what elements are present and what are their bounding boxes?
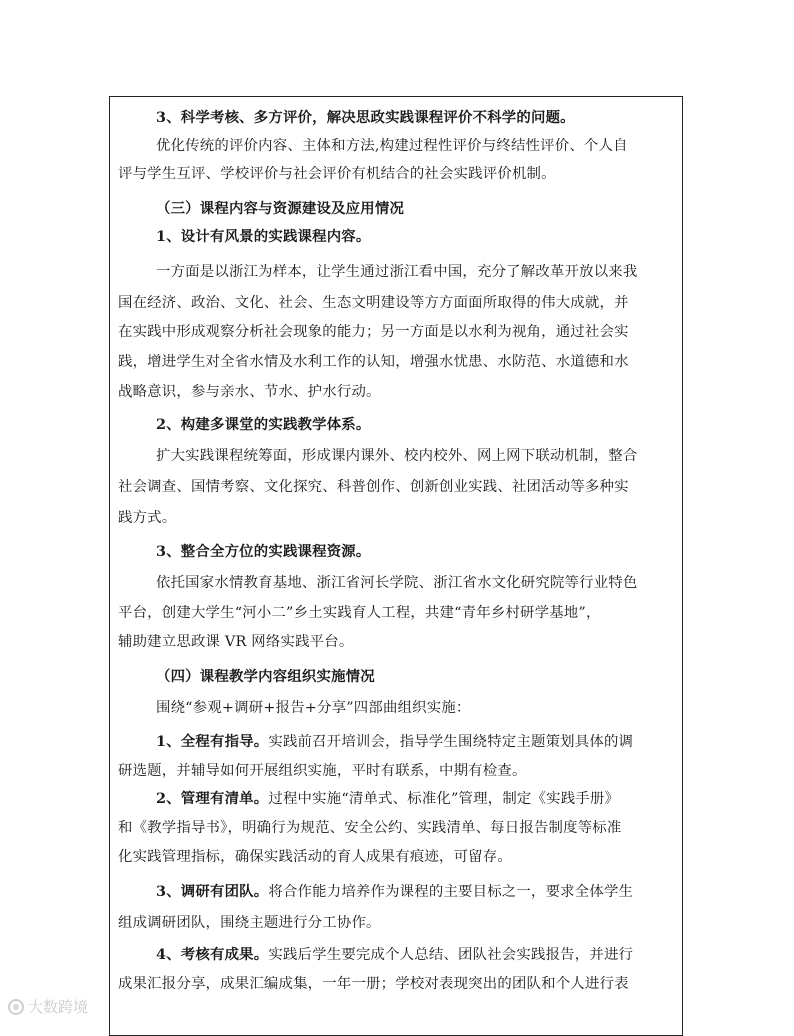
line-text: 优化传统的评价内容、主体和方法,构建过程性评价与终结性评价、个人自 <box>156 138 628 154</box>
item-lead: 1、全程有指导。 <box>156 733 269 750</box>
item-lead: 2、管理有清单。 <box>156 790 269 807</box>
watermark <box>8 996 88 1017</box>
paragraph-line <box>110 447 682 465</box>
paragraph-line <box>110 574 682 592</box>
line-text: 围绕“参观+调研+报告+分享”四部曲组织实施： <box>156 700 471 716</box>
paragraph-line <box>110 383 682 401</box>
line-text: 3、整合全方位的实践课程资源。 <box>156 543 371 560</box>
paragraph-line <box>110 699 682 717</box>
line-text: 和《教学指导书》，明确行为规范、安全公约、实践清单、每日报告制度等标准 <box>118 820 622 836</box>
line-text: 依托国家水情教育基地、浙江省河长学院、浙江省水文化研究院等行业特色 <box>156 575 638 591</box>
line-text: 过程中实施“清单式、标准化”管理，制定《实践手册》 <box>268 791 620 807</box>
paragraph-line <box>110 604 682 622</box>
line-text: 化实践管理指标，确保实践活动的育人成果有痕迹，可留存。 <box>118 849 512 865</box>
line-text: 实践前召开培训会，指导学生围绕特定主题策划具体的调 <box>268 734 634 750</box>
section-heading <box>110 109 682 127</box>
line-text: 1、设计有风景的实践课程内容。 <box>156 228 371 245</box>
line-text: 在实践中形成观察分析社会现象的能力；另一方面是以水利为视角，通过社会实 <box>118 324 629 340</box>
paragraph-line <box>110 883 682 901</box>
paragraph-line <box>110 165 682 183</box>
item-lead: 3、调研有团队。 <box>156 883 269 900</box>
line-text: 实践后学生要完成个人总结、团队社会实践报告，并进行 <box>268 947 634 963</box>
paragraph-line <box>110 848 682 866</box>
paragraph-line <box>110 137 682 155</box>
paragraph-line <box>110 946 682 964</box>
paragraph-line <box>110 733 682 751</box>
paragraph-line <box>110 478 682 496</box>
paragraph-line <box>110 263 682 281</box>
paragraph-line <box>110 914 682 932</box>
document-frame <box>109 96 683 1036</box>
line-text: 一方面是以浙江为样本，让学生通过浙江看中国，充分了解改革开放以来我 <box>156 264 638 280</box>
line-text: 扩大实践课程统筹面，形成课内课外、校内校外、网上网下联动机制，整合 <box>156 448 638 464</box>
line-text: 社会调查、国情考察、文化探究、科普创作、创新创业实践、社团活动等多种实 <box>118 479 629 495</box>
line-text: 将合作能力培养作为课程的主要目标之一，要求全体学生 <box>268 884 634 900</box>
line-text: 组成调研团队，围绕主题进行分工协作。 <box>118 915 381 931</box>
line-text: 战略意识，参与亲水、节水、护水行动。 <box>118 384 381 400</box>
paragraph-line <box>110 353 682 371</box>
line-text: 研选题，并辅导如何开展组织实施，平时有联系，中期有检查。 <box>118 763 527 779</box>
line-text: （三）课程内容与资源建设及应用情况 <box>156 200 405 217</box>
section-heading <box>110 228 682 246</box>
line-text: 3、科学考核、多方评价，解决思政实践课程评价不科学的问题。 <box>156 109 575 126</box>
section-heading <box>110 668 682 686</box>
paragraph-line <box>110 790 682 808</box>
line-text: 践方式。 <box>118 510 177 526</box>
line-text: 辅助建立思政课 VR 网络实践平台。 <box>118 634 354 650</box>
section-heading <box>110 200 682 218</box>
paragraph-line <box>110 323 682 341</box>
line-text: 平台，创建大学生“河小二”乡土实践育人工程，共建“青年乡村研学基地”， <box>118 605 601 621</box>
paragraph-line <box>110 762 682 780</box>
line-text: 评与学生互评、学校评价与社会评价有机结合的社会实践评价机制。 <box>118 166 556 182</box>
line-text: （四）课程教学内容组织实施情况 <box>156 668 375 685</box>
line-text: 成果汇报分享，成果汇编成集，一年一册；学校对表现突出的团队和个人进行表 <box>118 976 629 992</box>
paragraph-line <box>110 509 682 527</box>
paragraph-line <box>110 633 682 651</box>
line-text: 践，增进学生对全省水情及水利工作的认知，增强水忧患、水防范、水道德和水 <box>118 354 629 370</box>
section-heading <box>110 543 682 561</box>
paragraph-line <box>110 819 682 837</box>
paragraph-line <box>110 294 682 312</box>
item-lead: 4、考核有成果。 <box>156 946 269 963</box>
watermark-logo-icon <box>8 999 24 1015</box>
line-text: 2、构建多课堂的实践教学体系。 <box>156 416 371 433</box>
line-text: 国在经济、政治、文化、社会、生态文明建设等方方面面所取得的伟大成就，并 <box>118 295 629 311</box>
section-heading <box>110 416 682 434</box>
paragraph-line <box>110 975 682 993</box>
watermark-text: 大数跨境 <box>28 998 89 1016</box>
